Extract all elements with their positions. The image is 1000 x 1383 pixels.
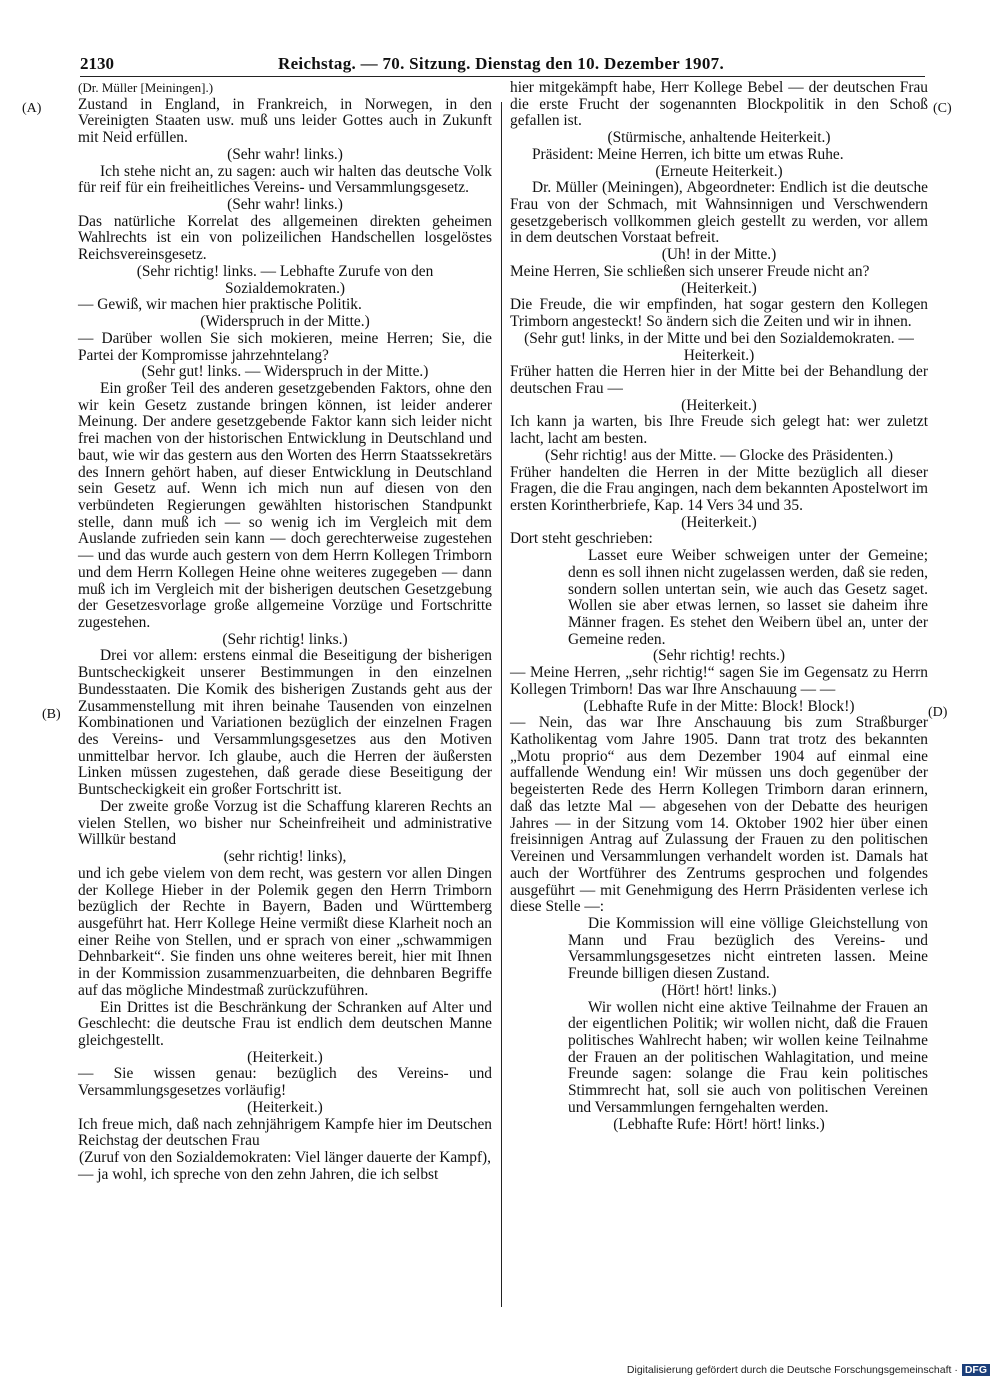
paragraph: Ein Drittes ist die Beschränkung der Schranken auf Alter und Geschlecht: die deutsche Frau ist endlich dem deutschen Manne gleichgestellt. [78, 998, 492, 1049]
quotation: Wir wollen nicht eine aktive Teilnahme der Frauen an der eigentlichen Politik; wir wollen nicht, daß die Frauen politisches Wahlrecht haben; wir wollen keine Teilnahme der Frauen an der politischen Wahlagitation, und meine Freunde sagen: solange die Frau kein politisches Stimmrecht hat, soll sie auch von politischen Vereinen und Versammlungen ferngehalten werden. [568, 998, 928, 1116]
paragraph-continued: — Meine Herren, „sehr richtig!“ sagen Sie im Gegensatz zu Herrn Kollegen Trimborn! Das war Ihre Anschauung — — [510, 664, 928, 698]
margin-marker-a: (A) [22, 101, 42, 116]
interjection: (Sehr richtig! aus der Mitte. — Glocke des Präsidenten.) [545, 446, 893, 464]
margin-marker-c: (C) [933, 101, 952, 116]
interjection: (Heiterkeit.) [681, 513, 757, 531]
page-header [80, 52, 925, 77]
margin-marker-d: (D) [928, 705, 948, 720]
interjection: (Sehr richtig! links.) [222, 630, 348, 648]
paragraph-continued: Ich kann ja warten, bis Ihre Freude sich gelegt hat: wer zuletzt lacht, lacht am besten. [510, 413, 928, 448]
paragraph-continued: und ich gebe vielem von dem recht, was gestern vor allen Dingen der Kollege Hieber in der Polemik gegen den Herrn Trimborn bezüglich der Rechte in Bayern, Baden und Württemberg ausgeführt hat. Herr Kollege Heine vermißt diese Klarheit noch an einer Reihe von Stellen, und er sprach von einer „schwammigen Dehnbarkeit“. Sie finden uns ohne weiteres bereit, hier mit Ihnen in der Kommission zusammenzuarbeiten, die dehnbaren Begriffe auf das mögliche Mindestmaß zurückzuführen. [78, 864, 492, 999]
interjection: (Lebhafte Rufe in der Mitte: Block! Block!) [583, 697, 855, 715]
right-column [510, 80, 928, 1133]
paragraph: Ein großer Teil des anderen gesetzgebenden Faktors, ohne den wir kein Gesetz zustande bringen können, ist leider anderer Meinung. Der andere gesetzgebende Faktor kann sich leider nicht frei machen von der historischen Entwicklung in Deutschland und baut, wie wir das gestern aus den Worten des Herrn Staatssekretärs des Innern gehört haben, auf dieser Entwicklung in Deutschland sein Gesetz auf. Wenn ich mich nun auf diesen von den verbündeten Regierungen gewählten historischen Standpunkt stelle, dann muß ich — so wenig ich im Vergleich mit dem Auslande zufrieden sein kann — doch gerechterweise zugestehen — und das wurde auch gestern von dem Herrn Kollegen Trimborn und dem Herrn Kollegen Heine ohne weiteres zugegeben — dann muß ich im Vergleich mit der bisherigen deutschen Gesetzgebung der Gesetzesvorlage große allgemeine Vorzüge und Fortschritte zugestehen. [78, 379, 492, 631]
page-footer [580, 1364, 990, 1380]
interjection: (Hört! hört! links.) [661, 981, 777, 999]
paragraph-continued: — Darüber wollen Sie sich mokieren, meine Herren; Sie, die Partei der Kompromisse jahrzehntelang? [78, 329, 492, 364]
margin-marker-b: (B) [42, 707, 61, 722]
interjection: (Sehr gut! links. — Widerspruch in der Mitte.) [141, 363, 429, 381]
paragraph-continued: — Sie wissen genau: bezüglich des Vereins- und Versammlungsgesetzes vorläufig! [78, 1065, 492, 1100]
interjection: (sehr richtig! links), [223, 848, 347, 866]
interjection: (Heiterkeit.) [681, 396, 757, 414]
paragraph: Dr. Müller (Meiningen), Abgeordneter: Endlich ist die deutsche Frau von der Schmach, mit Wahnsinnigen und Verschwendern gesetzgeberisch vollkommen gleich gestellt zu werden, vor allem in dem deutschen Vorstaat befreit. [510, 179, 928, 247]
interjection: (Stürmische, anhaltende Heiterkeit.) [607, 129, 831, 147]
paragraph-continued: Dort steht geschrieben: [510, 530, 653, 548]
paragraph-continued: Früher hatten die Herren hier in der Mitte bei der Behandlung der deutschen Frau — [510, 363, 928, 397]
interjection: (Uh! in der Mitte.) [661, 246, 777, 264]
interjection: (Sehr gut! links, in der Mitte und bei den Sozialdemokraten. — Heiterkeit.) [524, 329, 914, 364]
paragraph-continued: Zustand in England, in Frankreich, in Norwegen, in den Vereinigten Staaten usw. muß uns leider Gottes auch in Zukunft mit Neid erfüllen. [78, 95, 492, 147]
interjection: (Sehr wahr! links.) [227, 145, 343, 163]
paragraph: Präsident: Meine Herren, ich bitte um etwas Ruhe. [532, 145, 844, 163]
interjection: (Zuruf von den Sozialdemokraten: Viel länger dauerte der Kampf), [78, 1149, 492, 1166]
interjection: (Sehr richtig! rechts.) [652, 647, 786, 665]
speaker-caption: (Dr. Müller [Meiningen].) [78, 80, 214, 95]
paragraph-continued: — Gewiß, wir machen hier praktische Politik. [78, 296, 362, 314]
paragraph-continued: Früher handelten die Herren in der Mitte bezüglich all dieser Fragen, die die Frau angingen, nach dem bekannten Apostelwort im ersten Korintherbriefe, Kap. 14 Vers 34 und 35. [510, 463, 928, 514]
paragraph: Drei vor allem: erstens einmal die Beseitigung der bisherigen Buntscheckigkeit unserer Bestimmungen in den einzelnen Bundesstaaten. Die Komik des bisherigen Zustands geht aus der Zusammenstellung mit ihren beinahe Tausenden von einzelnen Kombinationen und Variationen bezüglich der einzelnen Fragen des Vereins- und Versammlungsgesetzes aus den Motiven unmittelbar hervor. Ich glaube, auch die Herren der äußersten Linken müssen zugestehen, daß gerade diese Beseitigung der Buntscheckigkeit ein großer Fortschritt ist. [78, 647, 492, 799]
dfg-logo: DFG [962, 1364, 990, 1376]
paragraph-continued: Meine Herren, Sie schließen sich unserer Freude nicht an? [510, 262, 870, 280]
left-column [78, 80, 492, 1183]
interjection: (Erneute Heiterkeit.) [655, 162, 783, 180]
paragraph-continued: Ich freue mich, daß nach zehnjährigem Kampfe hier im Deutschen Reichstag der deutschen Frau [78, 1115, 492, 1150]
paragraph-continued: Das natürliche Korrelat des allgemeinen direkten geheimen Wahlrechts ist ein von polizeilichen Handschellen losgelöstes Reichsvereinsgesetz. [78, 212, 492, 264]
interjection: (Heiterkeit.) [681, 279, 757, 297]
paragraph-continued: Die Freude, die wir empfinden, hat sogar gestern den Kollegen Trimborn angesteckt! So ändern sich die Zeiten und wir in ihnen. [510, 296, 928, 331]
paragraph-continued: — ja wohl, ich spreche von den zehn Jahren, die ich selbst [78, 1165, 439, 1183]
quotation: Die Kommission will eine völlige Gleichstellung von Mann und Frau bezüglich des Vereins- und Versammlungsgesetzes nicht eintreten lassen. Meine Freunde billigen diesen Zustand. [568, 914, 928, 983]
interjection: (Heiterkeit.) [247, 1098, 323, 1116]
quotation: Lasset eure Weiber schweigen unter der Gemeine; denn es soll ihnen nicht zugelassen werden, daß sie reden, sondern sollen untertan sein, wie auch das Gesetz saget. Wollen sie aber etwas lernen, so lasset sie daheim ihre Männer fragen. Es stehet den Weibern übel an, unter der Gemeine reden. [568, 547, 928, 648]
column-divider [501, 102, 502, 1307]
paragraph: Ich stehe nicht an, zu sagen: auch wir halten das deutsche Volk für reif für ein freiheitliches Vereins- und Versammlungsgesetz. [78, 162, 492, 197]
interjection: (Lebhafte Rufe: Hört! hört! links.) [613, 1115, 825, 1133]
interjection: (Heiterkeit.) [247, 1048, 323, 1066]
page-number: 2130 [80, 54, 114, 73]
paragraph-continued: — Nein, das war Ihre Anschauung bis zum Straßburger Katholikentag vom Jahre 1905. Dann trat trotz des bekannten „Motu proprio“ aus dem Dezember 1904 auf einmal eine auffallende Wendung ein! Wir müssen uns doch gegenüber der begeisterten Rede des Herrn Kollegen Trimborn daran erinnern, daß das letzte Mal — abgesehen von der Debatte des heurigen Jahres — in der Sitzung vom 14. Oktober 1902 hier über einen freisinnigen Antrag auf Zulassung der Frauen zu den politischen Vereinen und Versammlungen verhandelt worden ist. Damals hat auch der Wortführer des Zentrums gesprochen und folgendes ausgeführt — mit Genehmigung des Herrn Präsidenten verlese ich diese Stelle —: [510, 714, 928, 916]
interjection: (Widerspruch in der Mitte.) [200, 313, 370, 331]
footer-credit: Digitalisierung gefördert durch die Deutsche Forschungsgemeinschaft · [626, 1364, 958, 1376]
paragraph: Der zweite große Vorzug ist die Schaffung klareren Rechts an vielen Stellen, wo bisher nur Scheinfreiheit und administrative Willkür bestand [78, 797, 492, 849]
interjection: (Sehr wahr! links.) [227, 196, 343, 214]
paragraph-continued: hier mitgekämpft habe, Herr Kollege Bebel — der deutschen Frau die erste Frucht der sogenannten Blockpolitik in den Schoß gefallen ist. [510, 79, 928, 130]
interjection: (Sehr richtig! links. — Lebhafte Zurufe von den Sozialdemokraten.) [136, 262, 434, 297]
running-title: Reichstag. — 70. Sitzung. Dienstag den 10. Dezember 1907. [278, 54, 725, 73]
